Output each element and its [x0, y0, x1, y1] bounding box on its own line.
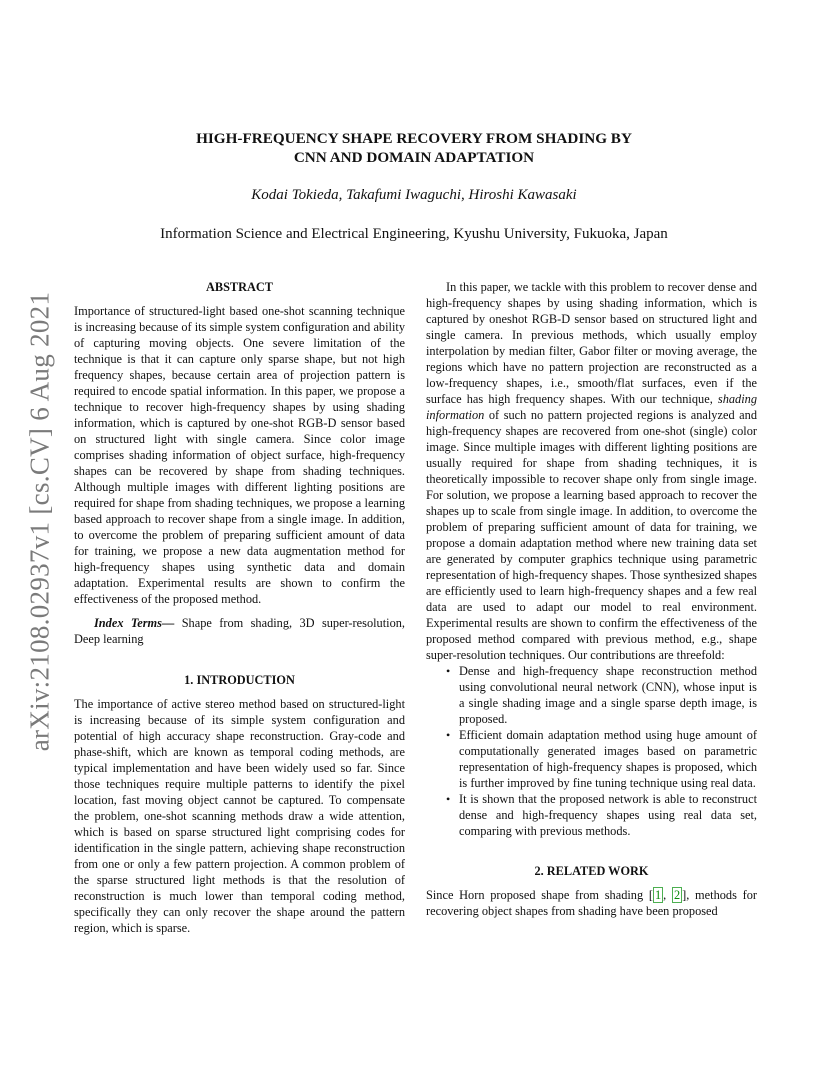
bullet-icon: •: [446, 664, 451, 678]
contribution-text: Dense and high-frequency shape reconstruction method using convolutional neural network (CNN), whose input is a single shading image and a single sparse depth image, is proposed.: [459, 664, 757, 726]
related-work-body: [426, 887, 757, 919]
citation-link-1[interactable]: 1: [654, 888, 662, 902]
author-list: Kodai Tokieda, Takafumi Iwaguchi, Hiroshi Kawasaki: [251, 187, 577, 203]
intro-continuation: [426, 279, 757, 663]
contribution-item: [446, 663, 757, 727]
title-line-2: CNN AND DOMAIN ADAPTATION: [293, 149, 535, 166]
citation-separator: ,: [663, 888, 672, 902]
para-part-1: In this paper, we tackle with this problem to recover dense and high-frequency shapes by using shading information, which is captured by oneshot RGB-D sensor based on structured light and single camera. In previous methods, which usually employ interpolation by median filter, Gabor filter or moving average, the regions which have no pattern projection are reconstructed as a low-frequency shapes, i.e., smooth/flat surfaces, even if the surface has high frequency shapes. With our technique,: [426, 280, 757, 406]
affiliation: Information Science and Electrical Engineering, Kyushu University, Fukuoka, Japan: [160, 226, 668, 242]
abstract-heading: ABSTRACT: [206, 280, 273, 294]
intro-body: The importance of active stereo method based on structured-light is increasing because of its simple system configuration and potential of high accuracy shape reconstruction. Gray-code and phase-shift, which are known as temporal coding methods, are typical implementation and have been widely used so far. Since those techniques require multiple patterns to identify the pixel location, fast moving object cannot be captured. To compensate the problem, one-shot scanning methods draw a wide attention, which is based on sparse structured light comprising codes for identification in the single pattern, achieving shape reconstruction from one or only a few pattern projection. A common problem of the sparse structured light methods is that the resolution of reconstruction is much lower than temporal coding method, specifically they can only recover the shape around the pattern region, which is sparse.: [74, 697, 405, 935]
arxiv-stamp: [22, 278, 58, 764]
contribution-text: Efficient domain adaptation method using huge amount of computationally generated images based on parametric representation of high-frequency shapes is proposed, which is further improved by fine tuning technique using real data.: [459, 728, 757, 790]
right-column: [426, 279, 757, 919]
shading-information-emphasis: shading information: [426, 392, 757, 422]
left-column: [74, 279, 405, 936]
intro-heading: 1. INTRODUCTION: [184, 673, 295, 687]
title-line-1: HIGH-FREQUENCY SHAPE RECOVERY FROM SHADING BY: [196, 130, 632, 147]
arxiv-stamp-text: arXiv:2108.02937v1 [cs.CV] 6 Aug 2021: [24, 291, 55, 751]
contribution-text: It is shown that the proposed network is able to reconstruct dense and high-frequency shapes using real data set, comparing with previous methods.: [459, 792, 757, 838]
para-part-2: of such no pattern projected regions is analyzed and high-frequency shapes are recovered from one-shot (single) color image. Since multiple images with different lighting positions are usually required for shape from shading techniques, it is theoretically impossible to recover shape only from single image. For solution, we propose a learning based approach to recover the shapes up to scale from single image. In addition, to overcome the problem of preparing sufficient amount of data for training, we propose a domain adaptation method where new training data set are generated by computer graphics technique using parametric representation of high-frequency shapes. Those synthesized shapes are efficiently used to learn high-frequency shapes and a few real data are used to adapt our model to real environment. Experimental results are shown to confirm the effectiveness of the proposed method compared with previous method, e.g., shape super-resolution techniques. Our contributions are threefold:: [426, 408, 757, 662]
contribution-item: [446, 727, 757, 791]
index-terms-text: Shape from shading, 3D super-resolution, Deep learning: [74, 616, 406, 646]
abstract-body: Importance of structured-light based one-shot scanning technique is increasing because of its simple system configuration and ability of capturing moving objects. One severe limitation of the technique is that it can capture only sparse shape, but not high frequency shapes, because certain area of projection pattern is required to encode spatial information. In this paper, we propose a technique to recover high-frequency shapes by using shading information, which is captured by one-shot RGB-D sensor based on structured light with single camera. Since color image comprises shading information of object surface, high-frequency shapes can be recovered by shape from shading techniques. Although multiple images with different lighting positions are required for shape from shading techniques, we propose a learning based approach to recover shape from a single image. In addition, to overcome the problem of preparing sufficient amount of data for training, we propose a new data augmentation method for high-frequency shapes using synthetic data and domain adaptation. Experimental results are shown to confirm the effectiveness of the proposed method.: [74, 304, 405, 606]
paper-title: [90, 129, 738, 167]
bullet-icon: •: [446, 792, 451, 806]
related-text-after: ], methods for recovering object shapes from shading have been proposed: [426, 888, 758, 918]
contribution-list: [426, 663, 757, 839]
index-terms-label: Index Terms—: [94, 616, 175, 630]
related-text-before: Since Horn proposed shape from shading [: [426, 888, 653, 902]
related-work-heading: 2. RELATED WORK: [534, 864, 649, 878]
citation-link-2[interactable]: 2: [673, 888, 681, 902]
bullet-icon: •: [446, 728, 451, 742]
contribution-item: [446, 791, 757, 839]
index-terms: [74, 615, 405, 647]
